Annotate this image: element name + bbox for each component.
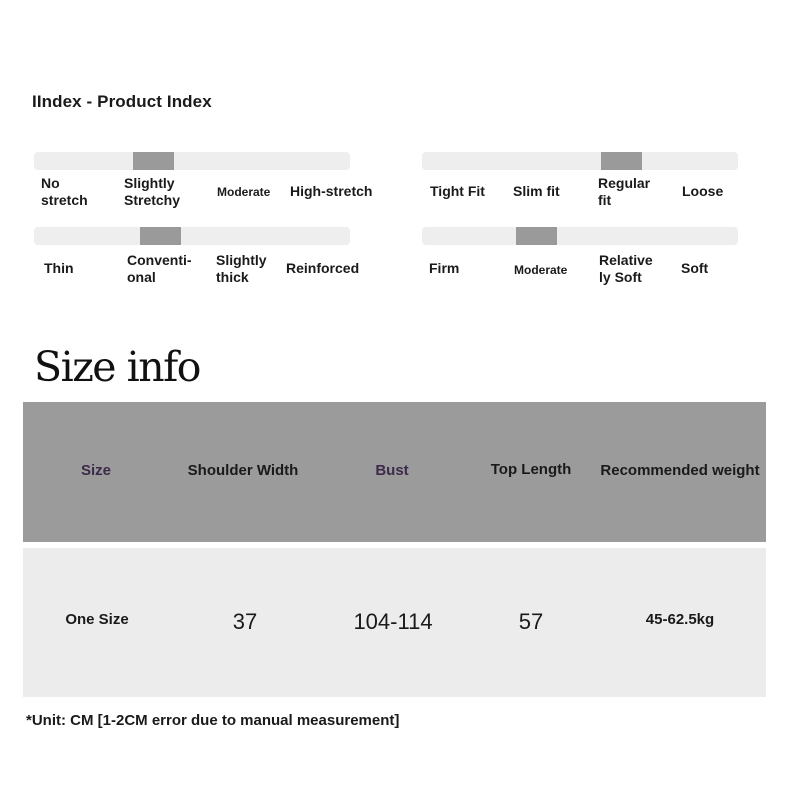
size-table-header [23,402,766,542]
thickness-option: Conventi- onal [127,252,192,285]
stretch-option: Slightly Stretchy [124,175,181,208]
header-top-length: Top Length [490,461,572,478]
softness-scale [422,227,738,287]
stretch-option: No stretch [41,175,88,208]
thickness-marker [140,227,181,245]
stretch-marker [133,152,174,170]
softness-option: Relative ly Soft [599,252,653,285]
thickness-option: Thin [44,260,74,276]
fit-scale [422,152,738,212]
unit-footnote: *Unit: CM [1-2CM error due to manual measurement] [26,712,400,729]
cell-bust: 104-114 [353,609,433,634]
cell-size: One Size [65,611,129,628]
header-bust: Bust [375,462,409,479]
cell-shoulder-width: 37 [232,609,258,634]
cell-top-length: 57 [518,609,544,634]
thickness-option: Slightly thick [216,252,267,285]
thickness-scale [34,227,360,287]
stretch-option: High-stretch [290,183,373,199]
stretch-option: Moderate [217,185,271,199]
stretch-track [34,152,350,170]
softness-option: Moderate [514,263,568,277]
fit-track [422,152,738,170]
header-recommended-weight: Recommended weight [600,462,760,479]
fit-marker [601,152,642,170]
size-info-title: Size info [34,343,200,391]
fit-option: Loose [682,183,724,199]
fit-option: Slim fit [513,183,560,199]
product-index-title: IIndex - Product Index [32,92,212,111]
softness-option: Firm [429,260,460,276]
stretch-scale [34,152,373,212]
table-row [23,548,766,697]
thickness-option: Reinforced [286,260,360,276]
softness-track [422,227,738,245]
header-shoulder-width: Shoulder Width [187,462,299,479]
thickness-track [34,227,350,245]
cell-recommended-weight: 45-62.5kg [645,611,715,628]
fit-option: Tight Fit [430,183,485,199]
fit-option: Regular fit [598,175,651,208]
header-size: Size [80,462,112,479]
softness-option: Soft [681,260,709,276]
softness-marker [516,227,557,245]
